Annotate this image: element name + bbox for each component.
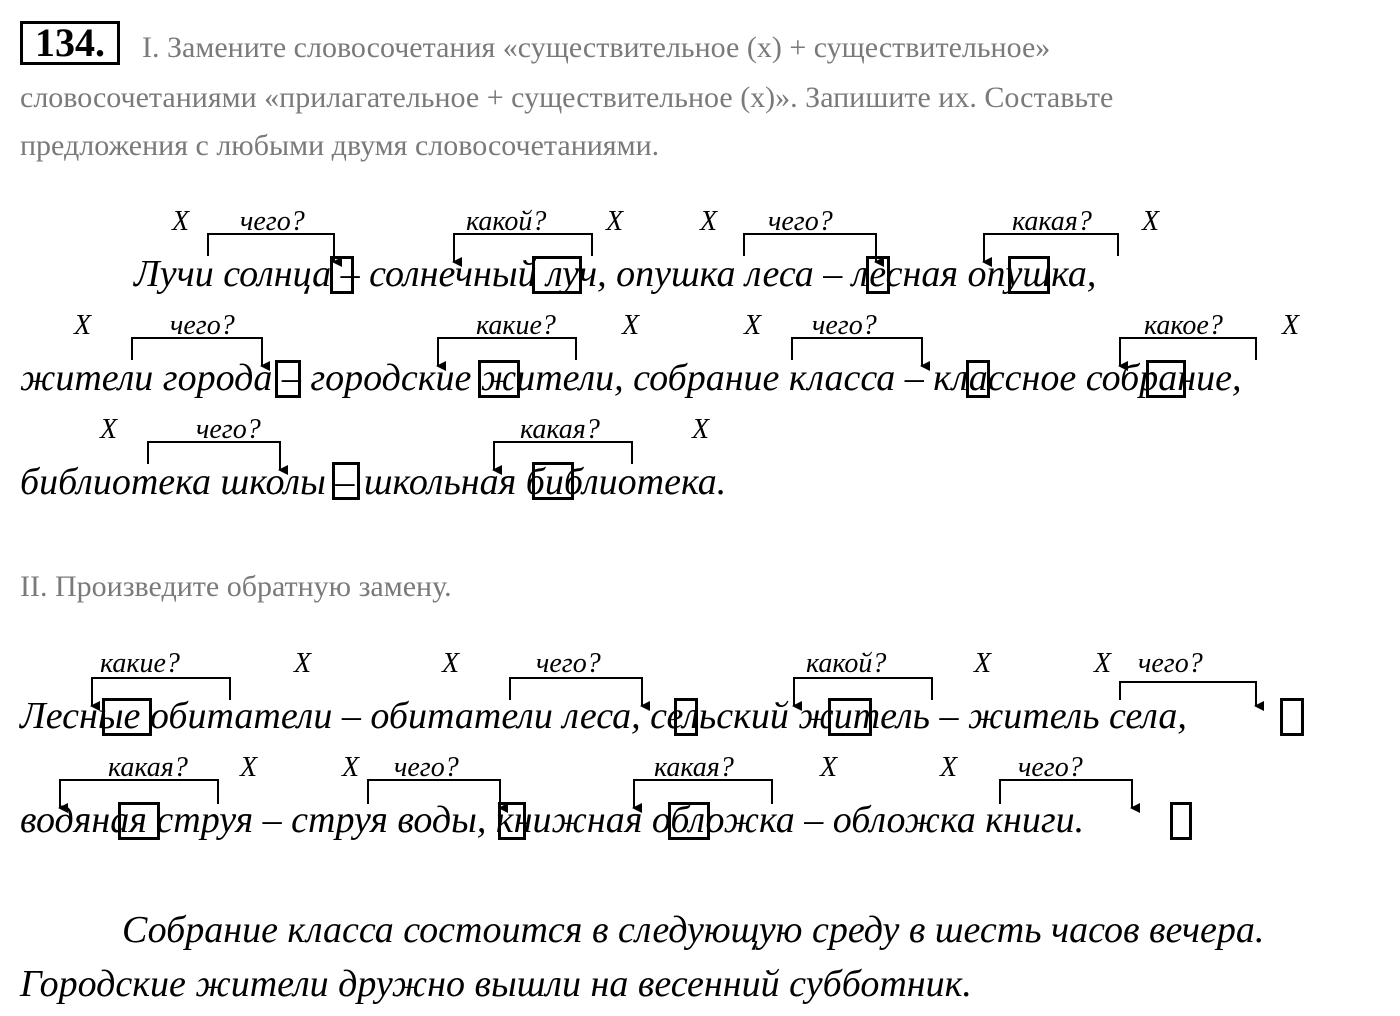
part2-line-2: водяная струя – струя воды, книжная обложка – обложка книги.: [20, 799, 1085, 841]
annotation-x: X: [1142, 206, 1160, 237]
annotation-question: чего?: [1138, 648, 1203, 679]
annotation-question: какие?: [100, 648, 180, 679]
annotation-question: какая?: [108, 752, 188, 783]
part1-line-2: жители города – городские жители, собрание класса – классное собрание,: [20, 357, 1242, 399]
annotation-question: какой?: [806, 648, 887, 679]
annotation-question: чего?: [240, 206, 305, 237]
annotation-x: X: [692, 414, 710, 445]
annotation-x: X: [606, 206, 624, 237]
part2-instruction: II. Произведите обратную замену.: [20, 570, 452, 603]
part1-line-3: библиотека школы – школьная библиотека.: [20, 461, 727, 503]
part2-line-1: Лесные обитатели – обитатели леса, сельский житель – житель села,: [20, 695, 1187, 737]
annotation-question: чего?: [812, 310, 877, 341]
annotation-question: какая?: [1012, 206, 1092, 237]
part1-instruction-line-1: I. Замените словосочетания «существительное (х) + существительное»: [142, 31, 1051, 64]
annotation-x: X: [700, 206, 718, 237]
annotation-question: какое?: [1144, 310, 1223, 341]
part1-line-1: Лучи солнца – солнечный луч, опушка леса – лесная опушка,: [134, 253, 1097, 295]
annotation-x: X: [622, 310, 640, 341]
annotation-question: чего?: [1018, 752, 1083, 783]
annotation-x: X: [74, 310, 92, 341]
annotation-question: чего?: [196, 414, 261, 445]
annotation-x: X: [294, 648, 312, 679]
annotation-question: какая?: [654, 752, 734, 783]
annotation-x: X: [974, 648, 992, 679]
task-number: 134.: [20, 21, 120, 65]
example-sentence-2: Городские жители дружно вышли на весенний субботник.: [20, 963, 972, 1005]
annotation-x: X: [940, 752, 958, 783]
annotation-question: какой?: [466, 206, 547, 237]
annotation-x: X: [172, 206, 190, 237]
part1-instruction-line-2: словосочетаниями «прилагательное + существительное (х)». Запишите их. Составьте: [20, 81, 1114, 114]
annotation-question: чего?: [170, 310, 235, 341]
example-sentence-1: Собрание класса состоится в следующую среду в шесть часов вечера.: [122, 909, 1265, 951]
annotation-x: X: [442, 648, 460, 679]
annotation-x: X: [1094, 648, 1112, 679]
annotation-question: чего?: [768, 206, 833, 237]
annotation-x: X: [1282, 310, 1300, 341]
annotation-x: X: [820, 752, 838, 783]
annotation-x: X: [744, 310, 762, 341]
annotation-x: X: [100, 414, 118, 445]
annotation-question: чего?: [394, 752, 459, 783]
annotation-question: какая?: [520, 414, 600, 445]
annotation-question: какие?: [476, 310, 556, 341]
annotation-x: X: [240, 752, 258, 783]
part1-instruction-line-3: предложения с любыми двумя словосочетаниями.: [20, 129, 660, 162]
annotation-question: чего?: [536, 648, 601, 679]
annotation-x: X: [342, 752, 360, 783]
